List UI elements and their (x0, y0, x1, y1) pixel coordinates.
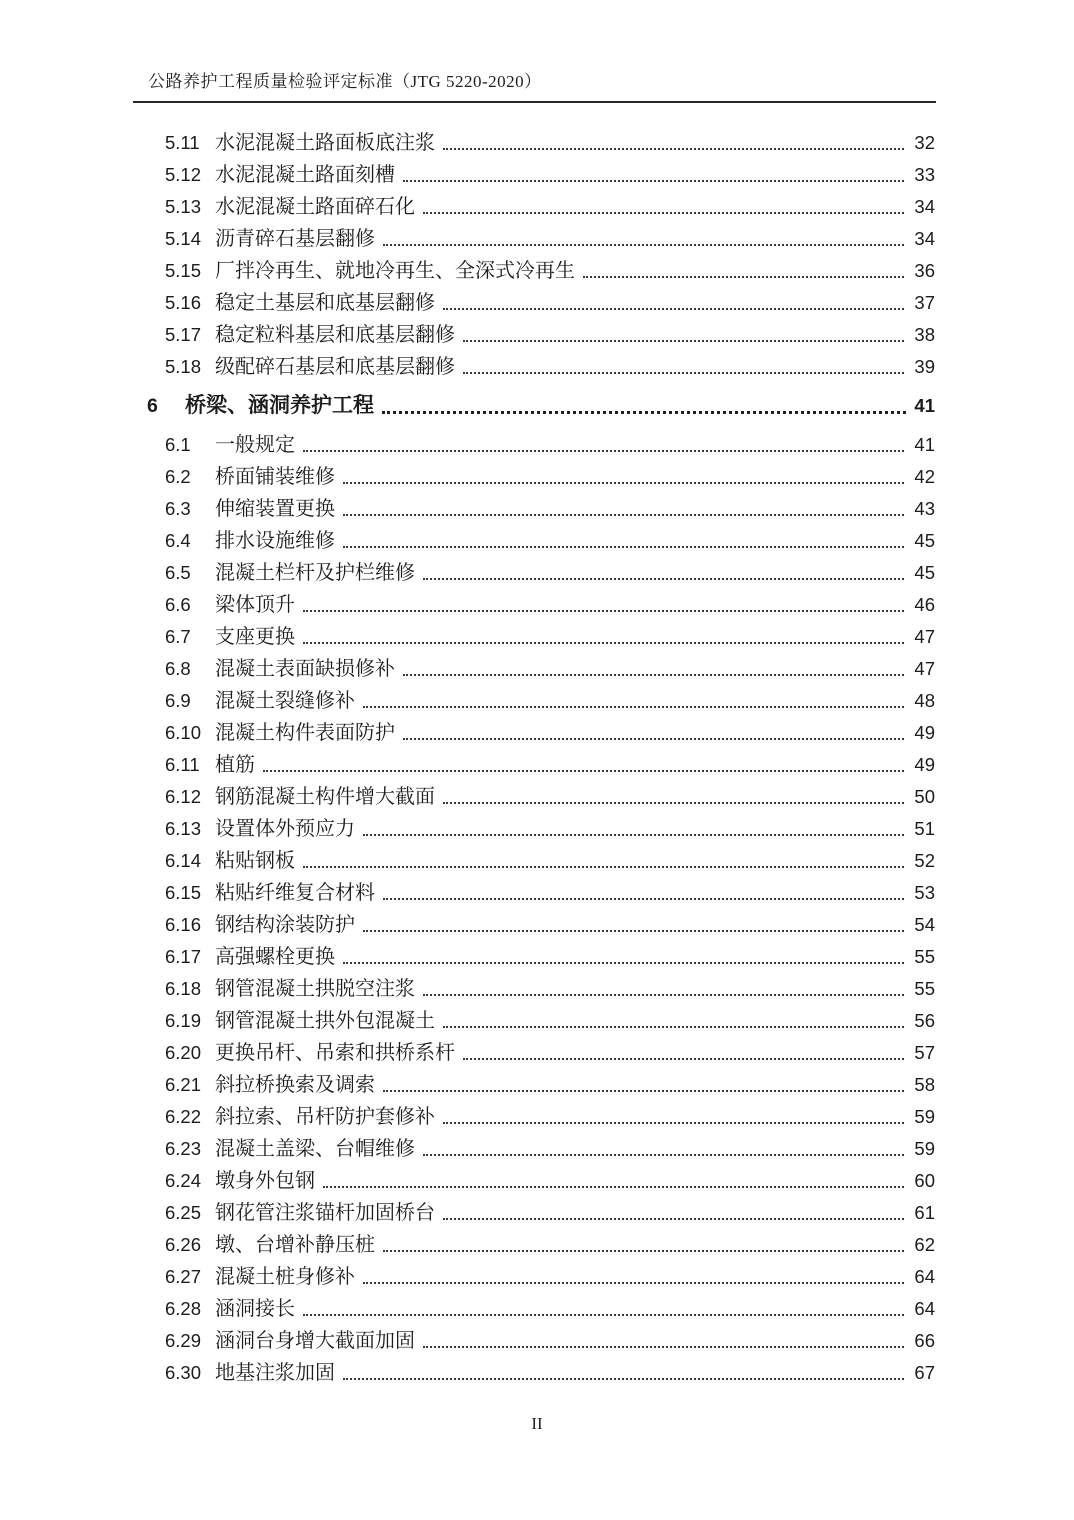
dot-leader (463, 340, 904, 342)
toc-entry-number: 6.14 (165, 850, 202, 871)
toc-entry-row (147, 621, 935, 653)
dot-leader (383, 244, 904, 246)
toc-entry-title: 梁体顶升 (215, 594, 295, 616)
toc-entry-page: 45 (914, 562, 935, 583)
toc-entry-row (147, 191, 935, 223)
toc-entry-row (147, 909, 935, 941)
toc-entry-number: 6.21 (165, 1074, 202, 1095)
toc-entry-title: 混凝土构件表面防护 (215, 722, 395, 744)
toc-entry-row (147, 223, 935, 255)
toc-entry-title: 植筋 (215, 754, 255, 776)
toc-entry-row (147, 461, 935, 493)
dot-leader (423, 1154, 904, 1156)
running-header-title: 公路养护工程质量检验评定标准（JTG 5220-2020） (148, 72, 542, 91)
toc-entry-row (147, 1133, 935, 1165)
dot-leader (423, 994, 904, 996)
dot-leader (323, 1186, 904, 1188)
dot-leader (263, 770, 904, 772)
toc-entry-title: 高强螺栓更换 (215, 946, 335, 968)
toc-entry-page: 64 (914, 1298, 935, 1319)
toc-entry-page: 52 (914, 850, 935, 871)
toc-entry-title: 水泥混凝土路面碎石化 (215, 196, 415, 218)
toc-entry-row (147, 1037, 935, 1069)
dot-leader (303, 1314, 904, 1316)
toc-entry-title: 级配碎石基层和底基层翻修 (215, 356, 455, 378)
toc-entry-row (147, 589, 935, 621)
toc-entry-title: 更换吊杆、吊索和拱桥系杆 (215, 1042, 455, 1064)
dot-leader (443, 802, 904, 804)
toc-entry-row (147, 1357, 935, 1389)
toc-entry-page: 32 (914, 132, 935, 153)
toc-entry-page: 39 (914, 356, 935, 377)
toc-entry-title: 钢花管注浆锚杆加固桥台 (215, 1202, 435, 1224)
dot-leader (383, 1090, 904, 1092)
toc-entry-page: 49 (914, 722, 935, 743)
toc-entry-title: 稳定粒料基层和底基层翻修 (215, 324, 455, 346)
toc-entry-number: 6.3 (165, 498, 191, 519)
toc-entry-row (147, 813, 935, 845)
toc-entry-title: 桥面铺装维修 (215, 466, 335, 488)
toc-entry-number: 6.1 (165, 434, 191, 455)
table-of-contents (147, 127, 935, 1389)
dot-leader (443, 148, 904, 150)
toc-entry-number: 6.13 (165, 818, 202, 839)
dot-leader (343, 1378, 904, 1380)
toc-entry-number: 6.8 (165, 658, 191, 679)
dot-leader (383, 898, 904, 900)
dot-leader (423, 1346, 904, 1348)
toc-entry-row (147, 557, 935, 589)
toc-entry-number: 5.15 (165, 260, 202, 281)
toc-entry-number: 6.27 (165, 1266, 202, 1287)
toc-entry-page: 54 (914, 914, 935, 935)
toc-entry-page: 59 (914, 1138, 935, 1159)
toc-entry-number: 6.26 (165, 1234, 202, 1255)
toc-entry-number: 6.25 (165, 1202, 202, 1223)
toc-entry-row (147, 1229, 935, 1261)
toc-entry-number: 6.28 (165, 1298, 202, 1319)
toc-entry-page: 47 (914, 626, 935, 647)
toc-entry-title: 混凝土盖梁、台帽维修 (215, 1138, 415, 1160)
dot-leader (463, 1058, 904, 1060)
toc-entry-page: 53 (914, 882, 935, 903)
toc-entry-row (147, 255, 935, 287)
toc-entry-row (147, 525, 935, 557)
toc-entry-page: 51 (914, 818, 935, 839)
toc-entry-row (147, 1165, 935, 1197)
toc-entry-number: 6.16 (165, 914, 202, 935)
toc-entry-title: 混凝土桩身修补 (215, 1266, 355, 1288)
dot-leader (443, 308, 904, 310)
toc-entry-row (147, 1197, 935, 1229)
dot-leader (363, 1282, 904, 1284)
toc-entry-page: 58 (914, 1074, 935, 1095)
toc-entry-title: 水泥混凝土路面板底注浆 (215, 132, 435, 154)
toc-entry-row (147, 941, 935, 973)
toc-entry-row (147, 1005, 935, 1037)
toc-entry-page: 56 (914, 1010, 935, 1031)
toc-entry-title: 稳定土基层和底基层翻修 (215, 292, 435, 314)
page-number: II (531, 1414, 543, 1433)
toc-entry-row (147, 781, 935, 813)
toc-entry-page: 42 (914, 466, 935, 487)
toc-entry-number: 6.2 (165, 466, 191, 487)
toc-entry-title: 钢管混凝土拱外包混凝土 (215, 1010, 435, 1032)
dot-leader (363, 930, 904, 932)
toc-entry-title: 涵洞接长 (215, 1298, 295, 1320)
toc-entry-page: 43 (914, 498, 935, 519)
toc-entry-number: 6.11 (165, 754, 200, 775)
toc-entry-title: 混凝土表面缺损修补 (215, 658, 395, 680)
dot-leader (403, 674, 904, 676)
dot-leader (383, 1250, 904, 1252)
toc-entry-title: 钢结构涂装防护 (215, 914, 355, 936)
toc-entry-title: 一般规定 (215, 434, 295, 456)
toc-entry-number: 6.9 (165, 690, 191, 711)
toc-entry-page: 47 (914, 658, 935, 679)
toc-entry-number: 6.30 (165, 1362, 202, 1383)
dot-leader (343, 482, 904, 484)
toc-entry-page: 67 (914, 1362, 935, 1383)
toc-entry-title: 排水设施维修 (215, 530, 335, 552)
toc-entry-title: 粘贴钢板 (215, 850, 295, 872)
toc-entry-title: 水泥混凝土路面刻槽 (215, 164, 395, 186)
toc-entry-page: 55 (914, 978, 935, 999)
toc-entry-page: 34 (914, 228, 935, 249)
toc-entry-title: 厂拌冷再生、就地冷再生、全深式冷再生 (215, 260, 575, 282)
toc-entry-row (147, 1325, 935, 1357)
toc-entry-row (147, 717, 935, 749)
dot-leader (303, 610, 904, 612)
toc-entry-number: 6.24 (165, 1170, 202, 1191)
toc-entry-page: 57 (914, 1042, 935, 1063)
toc-entry-row (147, 1293, 935, 1325)
toc-entry-title: 墩身外包钢 (215, 1170, 315, 1192)
toc-entry-title: 混凝土裂缝修补 (215, 690, 355, 712)
toc-entry-number: 6.22 (165, 1106, 202, 1127)
dot-leader (423, 212, 904, 214)
dot-leader (343, 962, 904, 964)
toc-entry-row (147, 1101, 935, 1133)
toc-entry-number: 5.13 (165, 196, 202, 217)
toc-entry-row (147, 429, 935, 461)
dot-leader (363, 706, 904, 708)
toc-entry-page: 50 (914, 786, 935, 807)
toc-entry-title: 地基注浆加固 (215, 1362, 335, 1384)
toc-entry-number: 6.7 (165, 626, 191, 647)
toc-entry-number: 6.15 (165, 882, 202, 903)
toc-entry-page: 45 (914, 530, 935, 551)
toc-entry-title: 混凝土栏杆及护栏维修 (215, 562, 415, 584)
toc-entry-number: 6 (147, 395, 158, 417)
toc-entry-title: 沥青碎石基层翻修 (215, 228, 375, 250)
toc-entry-row (147, 877, 935, 909)
dot-leader (403, 180, 904, 182)
toc-entry-title: 钢筋混凝土构件增大截面 (215, 786, 435, 808)
page-footer (0, 1414, 1074, 1434)
toc-entry-page: 38 (914, 324, 935, 345)
toc-entry-number: 5.12 (165, 164, 202, 185)
toc-entry-page: 41 (914, 434, 935, 455)
toc-entry-row (147, 287, 935, 319)
toc-entry-number: 6.19 (165, 1010, 202, 1031)
toc-entry-row (147, 351, 935, 383)
toc-entry-page: 59 (914, 1106, 935, 1127)
toc-entry-row (147, 845, 935, 877)
toc-entry-number: 6.4 (165, 530, 191, 551)
running-header (133, 72, 936, 103)
toc-entry-number: 6.23 (165, 1138, 202, 1159)
toc-entry-page: 49 (914, 754, 935, 775)
dot-leader (303, 450, 904, 452)
toc-entry-number: 6.5 (165, 562, 191, 583)
dot-leader (423, 578, 904, 580)
dot-leader (343, 546, 904, 548)
toc-entry-number: 5.14 (165, 228, 202, 249)
toc-entry-page: 61 (914, 1202, 935, 1223)
dot-leader (443, 1122, 904, 1124)
toc-entry-page: 55 (914, 946, 935, 967)
toc-entry-row (147, 493, 935, 525)
toc-entry-title: 斜拉索、吊杆防护套修补 (215, 1106, 435, 1128)
toc-entry-title: 钢管混凝土拱脱空注浆 (215, 978, 415, 1000)
toc-entry-title: 墩、台增补静压桩 (215, 1234, 375, 1256)
dot-leader (463, 372, 904, 374)
toc-entry-number: 6.17 (165, 946, 202, 967)
toc-entry-number: 6.6 (165, 594, 191, 615)
dot-leader (303, 642, 904, 644)
toc-entry-row (147, 973, 935, 1005)
dot-leader (583, 276, 904, 278)
toc-entry-page: 64 (914, 1266, 935, 1287)
toc-entry-number: 6.10 (165, 722, 202, 743)
toc-entry-number: 6.12 (165, 786, 202, 807)
toc-entry-title: 涵洞台身增大截面加固 (215, 1330, 415, 1352)
toc-entry-number: 5.18 (165, 356, 202, 377)
toc-entry-page: 48 (914, 690, 935, 711)
toc-entry-row (147, 1261, 935, 1293)
toc-entry-title: 粘贴纤维复合材料 (215, 882, 375, 904)
toc-entry-page: 60 (914, 1170, 935, 1191)
toc-entry-number: 5.11 (165, 132, 200, 153)
toc-entry-page: 41 (914, 395, 935, 416)
toc-entry-page: 66 (914, 1330, 935, 1351)
toc-entry-page: 62 (914, 1234, 935, 1255)
toc-entry-number: 5.17 (165, 324, 202, 345)
toc-entry-row (147, 159, 935, 191)
toc-entry-number: 6.20 (165, 1042, 202, 1063)
toc-entry-title: 斜拉桥换索及调索 (215, 1074, 375, 1096)
toc-entry-row (147, 1069, 935, 1101)
toc-entry-title: 支座更换 (215, 626, 295, 648)
toc-entry-page: 34 (914, 196, 935, 217)
toc-entry-page: 33 (914, 164, 935, 185)
toc-entry-row (147, 749, 935, 781)
toc-entry-number: 5.16 (165, 292, 202, 313)
dot-leader (343, 514, 904, 516)
toc-entry-row (147, 685, 935, 717)
dot-leader (363, 834, 904, 836)
toc-entry-number: 6.18 (165, 978, 202, 999)
dot-leader (403, 738, 904, 740)
toc-entry-page: 37 (914, 292, 935, 313)
toc-entry-number: 6.29 (165, 1330, 202, 1351)
dot-leader (303, 866, 904, 868)
toc-entry-title: 桥梁、涵洞养护工程 (185, 394, 374, 417)
toc-chapter-row (147, 389, 935, 423)
dot-leader (443, 1026, 904, 1028)
toc-entry-page: 36 (914, 260, 935, 281)
toc-entry-row (147, 127, 935, 159)
toc-entry-row (147, 319, 935, 351)
dot-leader (382, 411, 906, 414)
dot-leader (443, 1218, 904, 1220)
toc-entry-page: 46 (914, 594, 935, 615)
toc-entry-title: 伸缩装置更换 (215, 498, 335, 520)
toc-entry-title: 设置体外预应力 (215, 818, 355, 840)
toc-entry-row (147, 653, 935, 685)
